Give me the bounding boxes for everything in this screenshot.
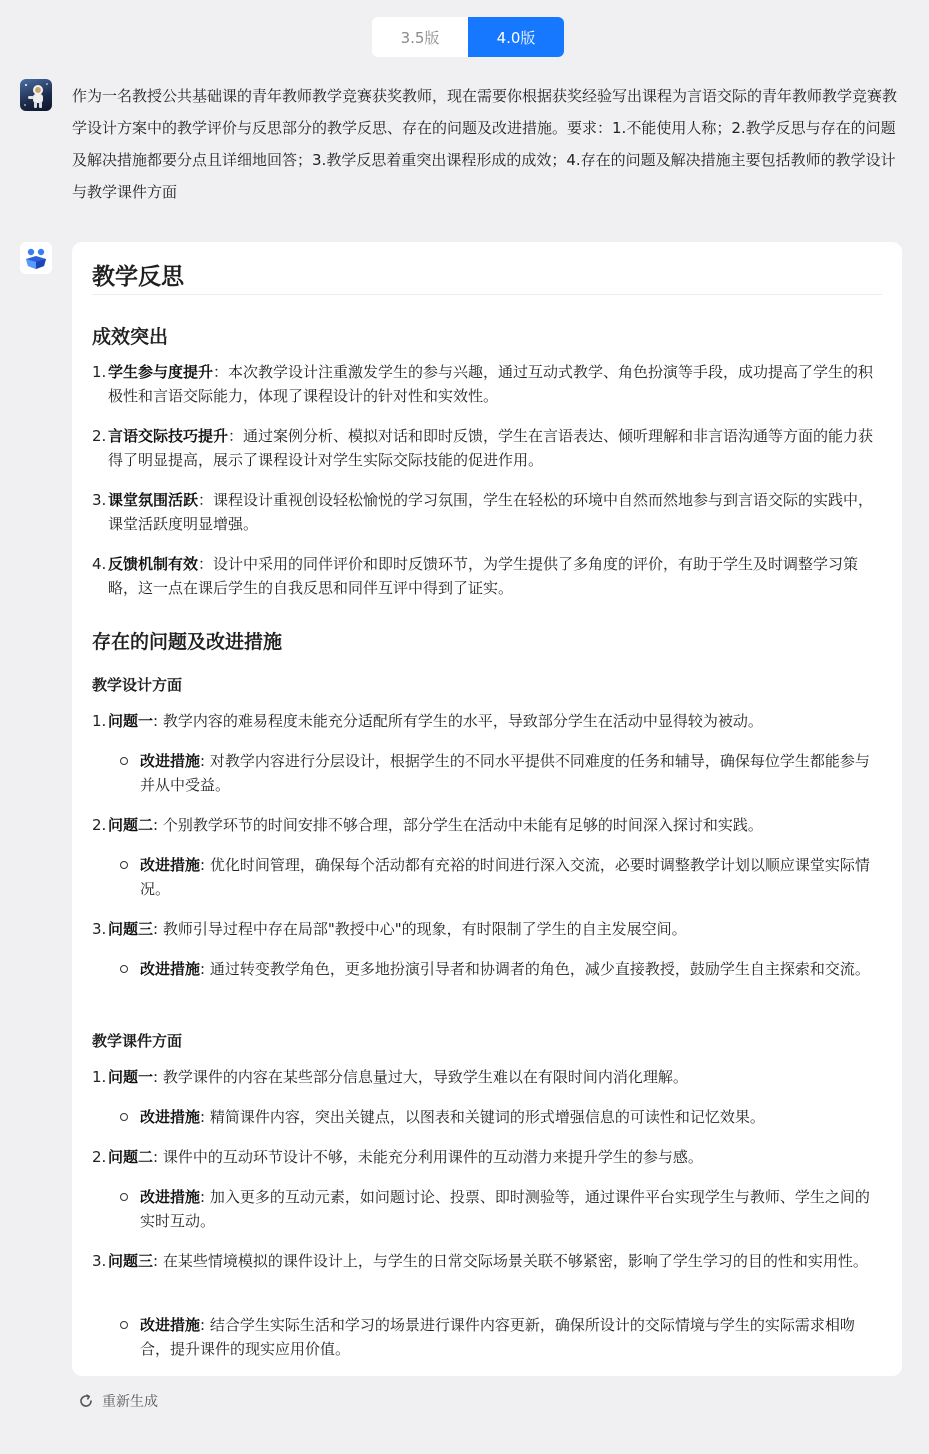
fix-item <box>120 1105 870 1129</box>
problem-text: : 教师引导过程中存在局部"教授中心"的现象，有时限制了学生的自主发展空间。 <box>153 920 687 938</box>
regenerate-label: 重新生成 <box>102 1394 158 1410</box>
item-label: 学生参与度提升 <box>108 363 214 381</box>
list-item <box>92 424 878 472</box>
fix-item <box>120 853 870 901</box>
item-label: 言语交际技巧提升 <box>108 427 229 445</box>
section-heading-effects: 成效突出 <box>92 326 169 348</box>
user-message: 作为一名教授公共基础课的青年教师教学竞赛获奖教师，现在需要你根据获奖经验写出课程为言语交际的青年教师教学竞赛教学设计方案中的教学评价与反思部分的教学反思、存在的问题及改进措施。要求：1.不能使用人称；2.教学反思与存在的问题及解决措施都要分点且详细地回答；3.教学反思着重突出课程形成的成效；4.存在的问题及解决措施主要包括教师的教学设计与教学课件方面 <box>72 87 898 201</box>
item-label: 课堂氛围活跃 <box>108 491 199 509</box>
astronaut-icon <box>20 79 52 111</box>
fix-label: 改进措施 <box>140 960 201 978</box>
list-item <box>92 360 878 408</box>
fix-label: 改进措施 <box>140 856 201 874</box>
problem-label: 问题一 <box>108 712 154 730</box>
fix-text: : 通过转变教学角色，更多地扮演引导者和协调者的角色，减少直接教授，鼓励学生自主探索和交流。 <box>200 960 870 978</box>
fix-label: 改进措施 <box>140 1316 201 1334</box>
fix-item <box>120 749 870 797</box>
problem-label: 问题二 <box>108 816 154 834</box>
section-heading-problems: 存在的问题及改进措施 <box>92 631 283 653</box>
bullet <box>120 965 128 973</box>
bullet <box>120 861 128 869</box>
fix-item <box>120 1313 870 1361</box>
bullet <box>120 757 128 765</box>
item-sep: ： <box>198 491 214 509</box>
answer-card <box>72 242 902 1376</box>
problem-label: 问题三 <box>108 920 154 938</box>
version-option-3-5[interactable]: 3.5版 <box>400 28 440 47</box>
list-number: 4. <box>92 555 107 573</box>
list-number: 2. <box>92 816 107 834</box>
list-number: 2. <box>92 1148 107 1166</box>
fix-text: : 优化时间管理，确保每个活动都有充裕的时间进行深入交流，必要时调整教学计划以顺应课堂实际情况。 <box>140 856 870 898</box>
subsection-heading-courseware: 教学课件方面 <box>92 1032 183 1050</box>
fix-label: 改进措施 <box>140 1188 201 1206</box>
list-number: 3. <box>92 920 107 938</box>
fix-text: : 结合学生实际生活和学习的场景进行课件内容更新，确保所设计的交际情境与学生的实际需求相吻合，提升课件的现实应用价值。 <box>140 1316 855 1358</box>
subsection-heading-design: 教学设计方面 <box>92 676 183 694</box>
item-sep: ： <box>228 427 244 445</box>
problem-item <box>92 709 878 733</box>
title-divider <box>92 294 882 295</box>
list-number: 1. <box>92 712 107 730</box>
fix-item <box>120 957 870 981</box>
list-item <box>92 488 878 536</box>
list-number: 2. <box>92 427 107 445</box>
list-number: 3. <box>92 1252 107 1270</box>
problem-item <box>92 1249 878 1273</box>
problem-item <box>92 1065 878 1089</box>
item-sep: ： <box>213 363 229 381</box>
list-number: 3. <box>92 491 107 509</box>
fix-text: : 加入更多的互动元素，如问题讨论、投票、即时测验等，通过课件平台实现学生与教师、学生之间的实时互动。 <box>140 1188 870 1230</box>
assistant-avatar <box>20 242 52 274</box>
problem-text: : 教学课件的内容在某些部分信息量过大，导致学生难以在有限时间内消化理解。 <box>153 1068 688 1086</box>
fix-text: : 精简课件内容，突出关键点，以图表和关键词的形式增强信息的可读性和记忆效果。 <box>200 1108 765 1126</box>
version-option-4-0[interactable]: 4.0版 <box>468 17 564 57</box>
refresh-icon <box>78 1393 94 1409</box>
problem-text: : 个别教学环节的时间安排不够合理，部分学生在活动中未能有足够的时间深入探讨和实践。 <box>153 816 763 834</box>
bullet <box>120 1113 128 1121</box>
fix-label: 改进措施 <box>140 752 201 770</box>
item-sep: ： <box>198 555 214 573</box>
problem-label: 问题三 <box>108 1252 154 1270</box>
version-toggle <box>372 17 564 57</box>
bullet <box>120 1321 128 1329</box>
list-number: 1. <box>92 363 107 381</box>
problem-item <box>92 917 878 941</box>
problem-label: 问题一 <box>108 1068 154 1086</box>
problem-text: : 在某些情境模拟的课件设计上，与学生的日常交际场景关联不够紧密，影响了学生学习的目的性和实用性。 <box>153 1252 868 1270</box>
problem-label: 问题二 <box>108 1148 154 1166</box>
bullet <box>120 1193 128 1201</box>
item-label: 反馈机制有效 <box>108 555 199 573</box>
item-text: 设计中采用的同伴评价和即时反馈环节，为学生提供了多角度的评价，有助于学生及时调整学习策略，这一点在课后学生的自我反思和同伴互评中得到了证实。 <box>108 555 859 597</box>
item-text: 课程设计重视创设轻松愉悦的学习氛围，学生在轻松的环境中自然而然地参与到言语交际的实践中，课堂活跃度明显增强。 <box>108 491 874 533</box>
assistant-logo-icon <box>20 242 52 274</box>
fix-item <box>120 1185 870 1233</box>
problem-item <box>92 1145 878 1169</box>
problem-text: : 课件中的互动环节设计不够，未能充分利用课件的互动潜力来提升学生的参与感。 <box>153 1148 703 1166</box>
fix-label: 改进措施 <box>140 1108 201 1126</box>
list-item <box>92 552 878 600</box>
answer-title: 教学反思 <box>92 264 184 290</box>
item-text: 通过案例分析、模拟对话和即时反馈，学生在言语表达、倾听理解和非言语沟通等方面的能力获得了明显提高，展示了课程设计对学生实际交际技能的促进作用。 <box>108 427 874 469</box>
regenerate-button[interactable] <box>78 1390 158 1412</box>
problem-text: : 教学内容的难易程度未能充分适配所有学生的水平，导致部分学生在活动中显得较为被动。 <box>153 712 763 730</box>
problem-item <box>92 813 878 837</box>
list-number: 1. <box>92 1068 107 1086</box>
fix-text: : 对教学内容进行分层设计，根据学生的不同水平提供不同难度的任务和辅导，确保每位学生都能参与并从中受益。 <box>140 752 870 794</box>
user-avatar <box>20 79 52 111</box>
item-text: 本次教学设计注重激发学生的参与兴趣，通过互动式教学、角色扮演等手段，成功提高了学生的积极性和言语交际能力，体现了课程设计的针对性和实效性。 <box>108 363 874 405</box>
